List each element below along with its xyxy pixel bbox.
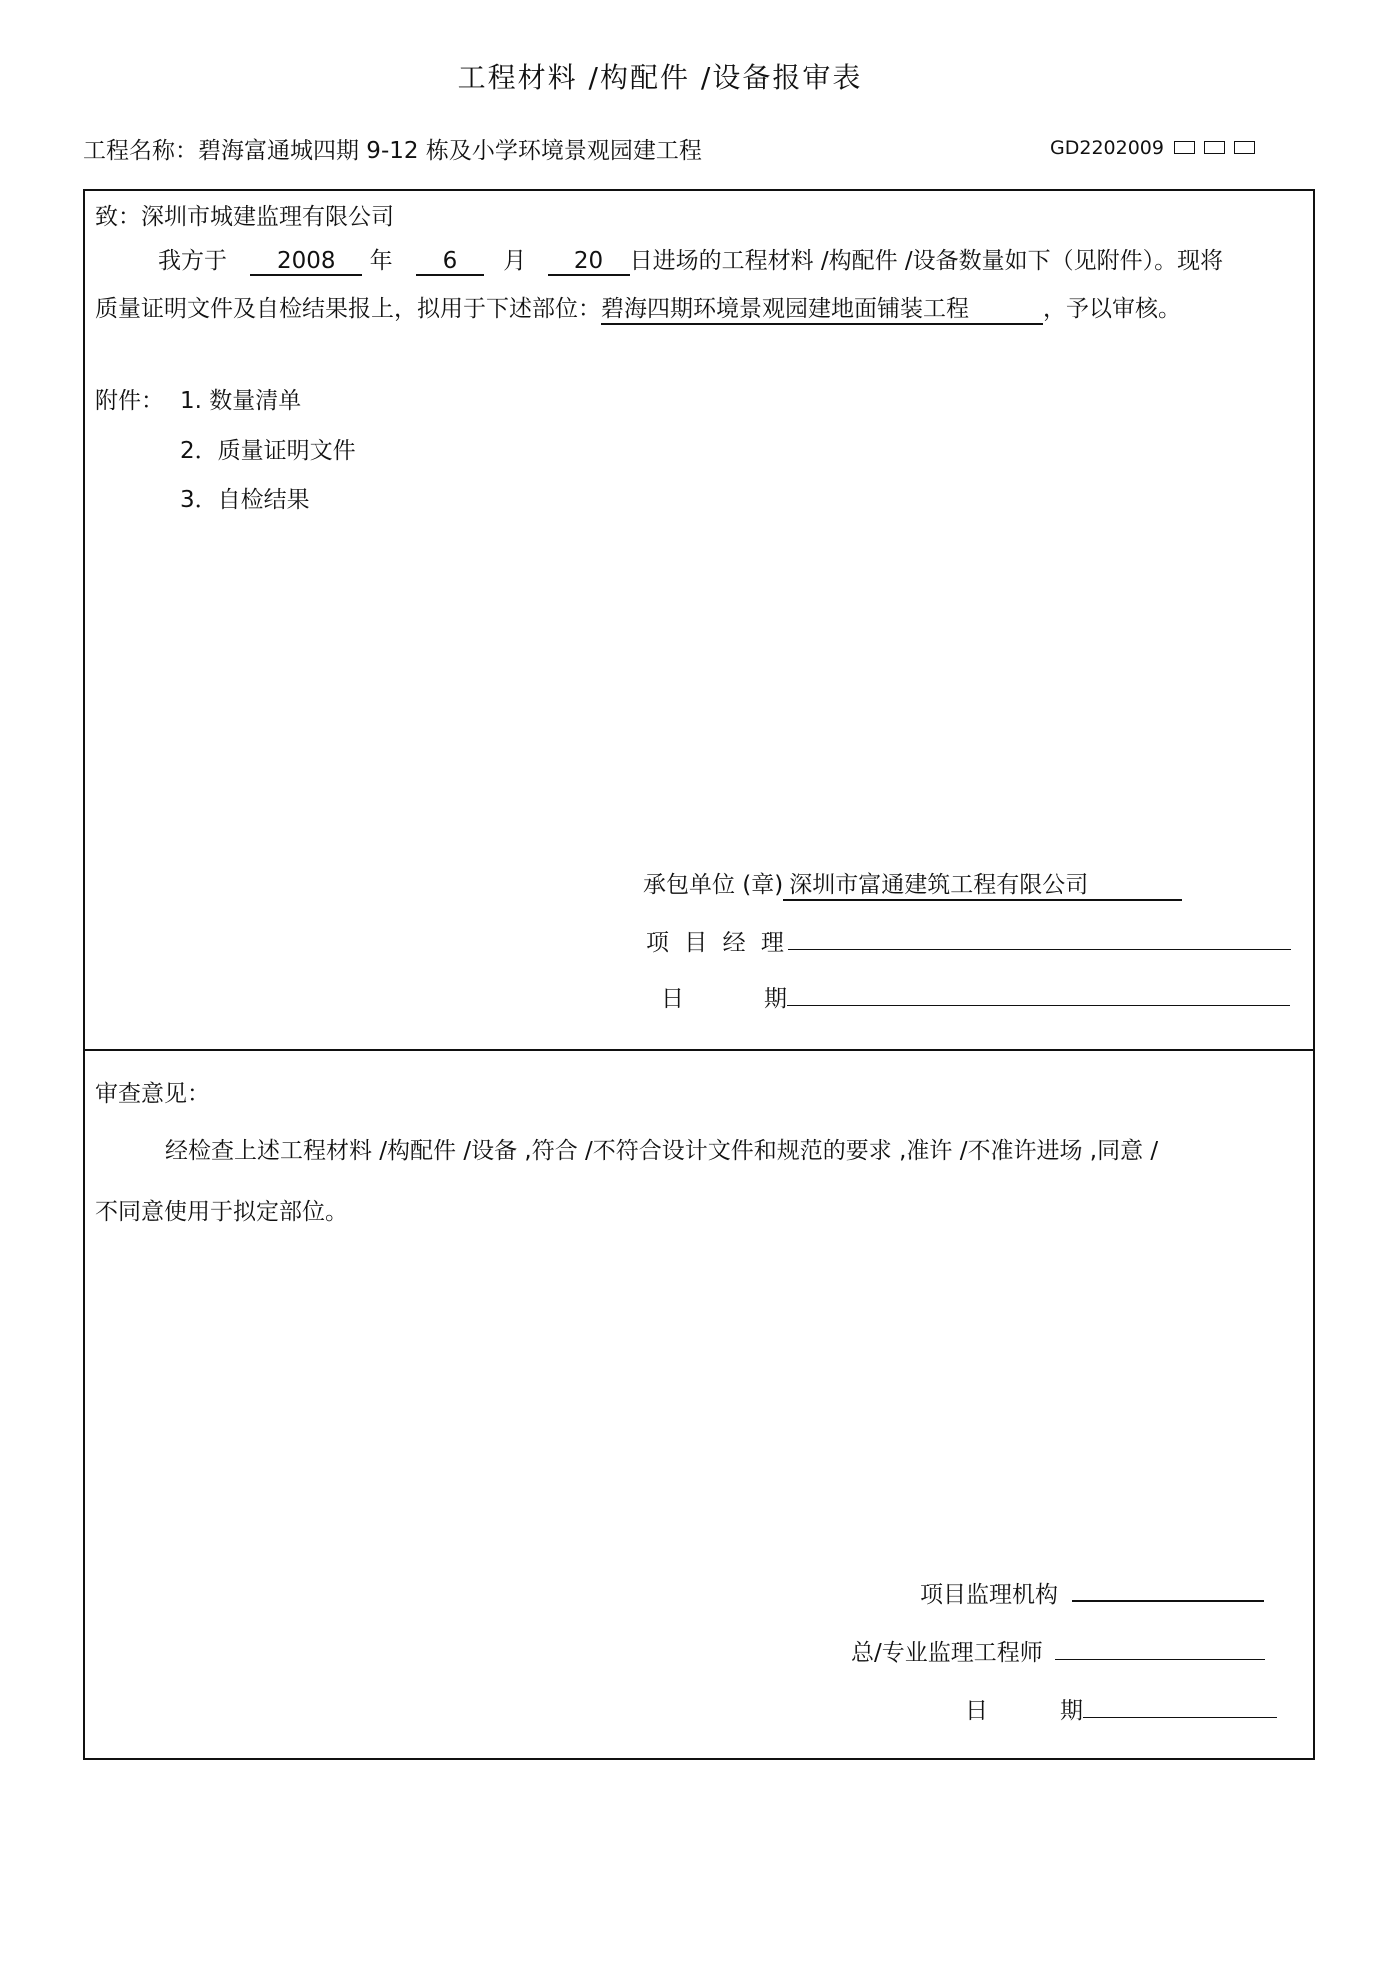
code-box bbox=[1234, 141, 1255, 154]
text-3: 质量证明文件及自检结果报上，拟用于下述部位： bbox=[95, 296, 601, 322]
agency-row bbox=[920, 1576, 1264, 1609]
to-company: 深圳市城建监理有限公司 bbox=[141, 204, 394, 230]
engineer-label: 总/专业监理工程师 bbox=[851, 1640, 1043, 1666]
engineer-row bbox=[851, 1634, 1265, 1667]
contractor-name: 深圳市富通建筑工程有限公司 bbox=[783, 866, 1182, 901]
attachment-item-2: 2．质量证明文件 bbox=[180, 438, 356, 464]
project-name-label: 工程名称： bbox=[83, 138, 198, 164]
form-frame bbox=[83, 189, 1315, 1760]
engineer-signature-line bbox=[1055, 1659, 1265, 1660]
agency-signature-line bbox=[1072, 1600, 1264, 1602]
review-date-label-2: 期 bbox=[1060, 1698, 1083, 1724]
year-value: 2008 bbox=[250, 248, 362, 276]
review-date-line bbox=[1083, 1717, 1277, 1718]
review-label: 审查意见： bbox=[95, 1081, 210, 1107]
text-4: ，予以审核。 bbox=[1043, 296, 1181, 322]
year-unit: 年 bbox=[369, 248, 393, 274]
addressee bbox=[95, 198, 394, 231]
form-code: GD2202009 bbox=[1050, 137, 1164, 159]
location-value: 碧海四期环境景观园建地面铺装工程 bbox=[601, 290, 1043, 325]
review-text-1: 经检查上述工程材料 /构配件 /设备 ,符合 /不符合设计文件和规范的要求 ,准许 /不准许进场 ,同意 / bbox=[165, 1138, 1159, 1164]
text-1: 我方于 bbox=[158, 248, 227, 274]
month-value: 6 bbox=[416, 248, 484, 276]
attachments-label: 附件： bbox=[95, 388, 164, 414]
code-box bbox=[1204, 141, 1225, 154]
to-label: 致： bbox=[95, 204, 141, 230]
agency-label: 项目监理机构 bbox=[920, 1582, 1058, 1608]
entry-date-sentence bbox=[158, 242, 1223, 276]
code-box bbox=[1174, 141, 1195, 154]
attachment-item-3: 3．自检结果 bbox=[180, 487, 310, 513]
project-name-row bbox=[83, 132, 702, 165]
application-date-row bbox=[661, 980, 1290, 1013]
project-name-value: 碧海富通城四期 9-12 栋及小学环境景观园建工程 bbox=[198, 138, 702, 164]
code-boxes bbox=[1174, 137, 1264, 156]
day-value: 20 bbox=[548, 248, 630, 276]
manager-signature-line bbox=[788, 949, 1291, 950]
application-date-line bbox=[787, 1005, 1290, 1006]
text-2: 日进场的工程材料 /构配件 /设备数量如下（见附件）。现将 bbox=[629, 248, 1224, 274]
section-divider bbox=[83, 1049, 1315, 1051]
form-title: 工程材料 /构配件 /设备报审表 bbox=[457, 61, 863, 94]
location-sentence bbox=[95, 290, 1181, 325]
manager-label: 项 目 经 理 bbox=[646, 930, 788, 956]
manager-row bbox=[646, 924, 1291, 957]
review-date-label-1: 日 bbox=[965, 1698, 988, 1724]
review-date-row bbox=[965, 1692, 1277, 1725]
date-label-1: 日 bbox=[661, 986, 684, 1012]
review-text-2: 不同意使用于拟定部位。 bbox=[95, 1199, 348, 1225]
month-unit: 月 bbox=[503, 248, 527, 274]
attachment-item-1: 1. 数量清单 bbox=[180, 388, 302, 414]
contractor-row bbox=[643, 866, 1182, 901]
date-label-2: 期 bbox=[764, 986, 787, 1012]
contractor-label: 承包单位 (章) bbox=[643, 872, 784, 898]
